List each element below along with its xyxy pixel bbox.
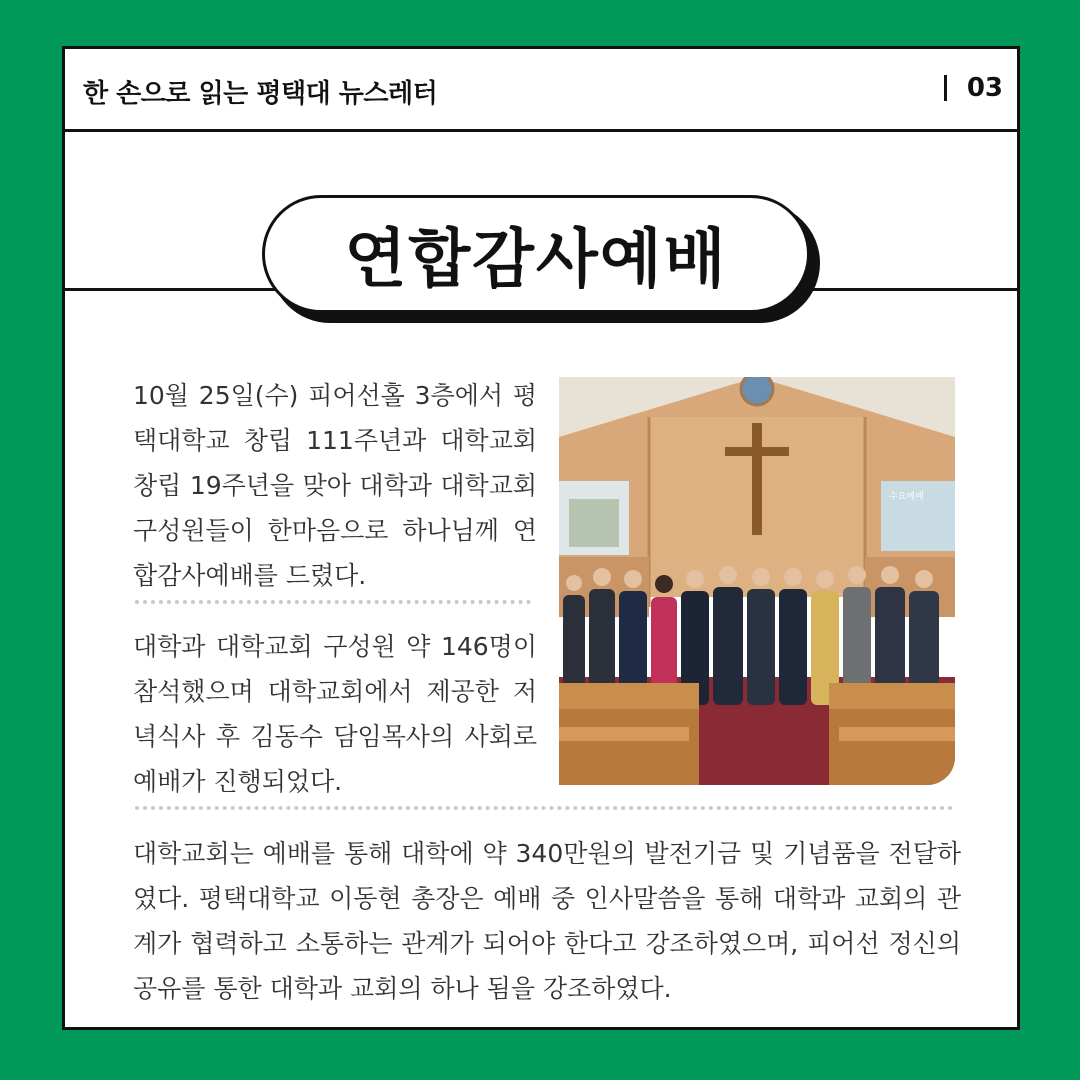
title-pill: [262, 195, 810, 313]
paragraph-intro: 10월 25일(수) 피어선홀 3층에서 평택대학교 창립 111주년과 대학교회 창립 19주년을 맞아 대학과 대학교회 구성원들이 한마음으로 하나님께 연합감사예배를 드렸다.: [133, 381, 537, 590]
page-title: 연합감사예배: [344, 223, 728, 297]
dotted-divider: [135, 600, 531, 604]
paragraph-attendance: 대학과 대학교회 구성원 약 146명이 참석했으며 대학교회에서 제공한 저녁식사 후 김동수 담임목사의 사회로 예배가 진행되었다.: [133, 632, 537, 796]
page-number: 03: [966, 73, 1003, 103]
header-divider: [944, 75, 947, 101]
paragraph-donation: 대학교회는 예배를 통해 대학에 약 340만원의 발전기금 및 기념품을 전달하였다. 평택대학교 이동현 총장은 예배 중 인사말씀을 통해 대학과 교회의 관계가 협력하고 소통하는 관계가 되어야 한다고 강조하였으며, 피어선 정신의 공유를 통한 대학과 교회의 하나 됨을 강조하였다.: [133, 839, 961, 1003]
dotted-divider: [135, 806, 953, 810]
header-bar: [65, 49, 1017, 132]
worship-group-photo: [559, 377, 955, 785]
newsletter-title: 한 손으로 읽는 평택대 뉴스레터: [83, 79, 438, 109]
newsletter-card: [62, 46, 1020, 1030]
photo-screen-text: 수요예배: [889, 492, 924, 502]
